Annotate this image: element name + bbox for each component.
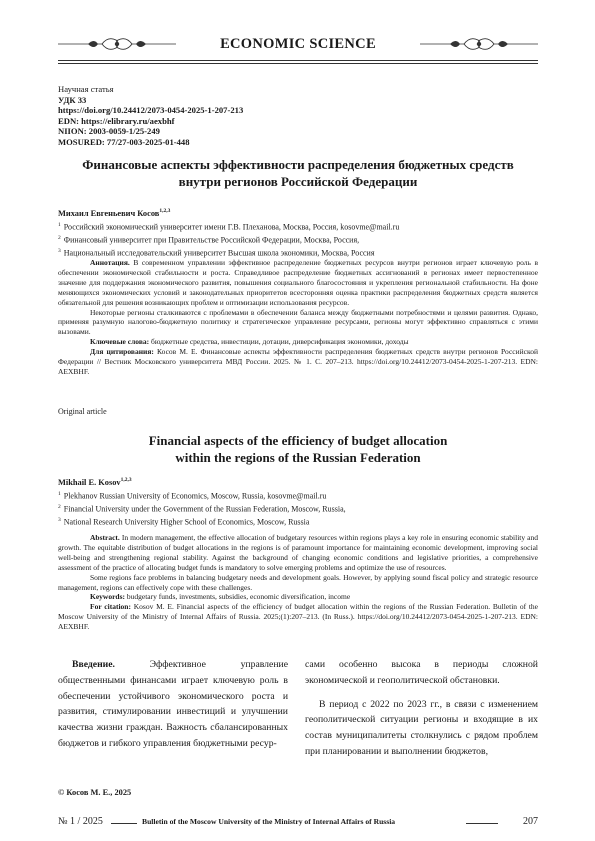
article-type-ru: Научная статья [58, 84, 114, 94]
article-title-en [58, 432, 538, 466]
body-right-p1: сами особенно высока в периоды сложной экономической и геополитической обстановки. [305, 659, 538, 686]
header-ornament-left [58, 34, 176, 54]
author-en-name: Mikhail E. Kosov [58, 477, 121, 487]
affiliations-ru [58, 220, 538, 259]
title-en-line-1: Financial aspects of the efficiency of budget allocation [148, 433, 448, 448]
copyright: © Косов М. Е., 2025 [58, 788, 132, 797]
affiliation-en-1: $^1$ Plekhanov Russian University of Economics, Moscow, Russia, kosovme@mail.ru [58, 491, 327, 501]
mosured-code: MOSURED: 77/27-003-2025-01-448 [58, 136, 190, 147]
affiliation-ru-3: $^3$ Национальный исследовательский университет Высшая школа экономики, Москва, Россия [58, 247, 375, 258]
footer-rule-left [111, 823, 137, 824]
edn-link[interactable]: EDN: https://elibrary.ru/aexbhf [58, 115, 175, 126]
author-ru-name: Михаил Евгеньевич Косов [58, 208, 160, 218]
footer-rule-right [466, 823, 498, 824]
title-en-line-2: within the regions of the Russian Federation [175, 450, 421, 465]
author-ru [58, 208, 170, 218]
doi-link[interactable]: https://doi.org/10.24412/2073-0454-2025-1-207-213 [58, 105, 244, 116]
nion-code: NIION: 2003-0059-1/25-249 [58, 126, 160, 137]
page-number: 207 [523, 816, 538, 827]
affiliation-ru-2: $^2$ Финансовый университет при Правительстве Российской Федерации, Москва, Россия, [58, 234, 360, 245]
page-footer [58, 816, 538, 830]
abstract-ru-label: Аннотация. [90, 258, 130, 267]
body-column-right [305, 657, 538, 760]
author-en-sup: 1,2,3 [120, 477, 132, 483]
citation-ru: Для цитирования: Косов М. Е. Финансовые аспекты эффективности распределения бюджетных средств внутри регионов Российской Федерации // Вестник Московского университета МВД России. 2025. № 1. С. 207–213. https://doi.org/10.24412/2073-0454-2025-1-207-213. EDN: AEXBHF. [58, 347, 538, 376]
affiliations-en [58, 489, 538, 528]
citation-en: For citation: Kosov M. E. Financial aspects of the efficiency of budget allocation within the regions of the Russian Federation. Bulletin of the Moscow University of the Ministry of Internal Affairs of Russia. 2025;(1):207–213. (In Russ.). https://doi.org/10.24412/2073-0454-2025-1-207-213. EDN: AEXBHF. [58, 602, 539, 632]
header-rule-bottom [58, 63, 538, 64]
author-en [58, 477, 132, 487]
abstract-en [58, 533, 538, 632]
body-column-left [58, 657, 288, 752]
header-ornament-right [420, 34, 538, 54]
abstract-en-label: Abstract. [90, 533, 120, 542]
title-ru-line-1: Финансовые аспекты эффективности распределения бюджетных средств [82, 157, 514, 172]
affiliation-en-3: $^3$ National Research University Higher School of Economics, Moscow, Russia [58, 516, 310, 527]
article-type-en: Original article [58, 407, 107, 416]
keywords-en: Keywords: budgetary funds, investments, subsidies, economic diversification, income [90, 592, 351, 602]
journal-section-title: ECONOMIC SCIENCE [220, 36, 376, 52]
title-ru-line-2: внутри регионов Российской Федерации [178, 174, 418, 189]
header-rule-top [58, 60, 538, 61]
abstract-ru [58, 258, 538, 377]
introduction-label: Введение. [72, 659, 115, 670]
body-right-p2: В период с 2022 по 2023 гг., в связи с изменением геополитической ситуации регионы и входящие в их состав муниципалитеты столкнулись с рядом проблем при планировании и выполнении бюджетов, [305, 698, 538, 757]
affiliation-ru-1: $^1$ Российский экономический университет имени Г.В. Плеханова, Москва, Россия, kosovme@mail.ru [58, 222, 400, 232]
footer-journal-name: Bulletin of the Moscow University of the Ministry of Internal Affairs of Russia [142, 817, 396, 826]
author-ru-sup: 1,2,3 [159, 208, 171, 214]
abstract-en-p2: Some regions face problems in balancing budgetary needs and development goals. However, by applying sound fiscal policy and strategic resource management, regions can effectively cope with these challenges. [58, 572, 538, 592]
footer-issue: № 1 / 2025 [58, 816, 103, 827]
abstract-ru-p2: Некоторые регионы сталкиваются с проблемами в обеспечении баланса между бюджетными потребностями и целями развития. Однако, применяя разумную налогово-бюджетную политику и стратегическое управление ресурсами, регионы могут эффективно справляться с этими вызовами. [58, 307, 538, 337]
article-title-ru [58, 156, 538, 190]
keywords-ru: Ключевые слова: бюджетные средства, инвестиции, дотации, диверсификация экономики, доходы [90, 337, 409, 347]
abstract-ru-p1: Аннотация. В современном управлении эффективное распределение бюджетных ресурсов внутри регионов играет ключевую роль в обеспечении экономической стабильности и роста. Справедливое распределение бюджетных ассигнований в регионах имеет первостепенное значение для поддержания экономического развития, повышения социального благосостояния и укрепления региональной стабильности. На фоне меняющихся экономических условий и законодательных приоритетов всесторонняя оценка практики распределения бюджетных средств является обязательной для решения возникающих проблем и оптимизации использования ресурсов. [58, 258, 538, 307]
article-meta [58, 84, 243, 148]
abstract-en-p1: Abstract. In modern management, the effective allocation of budgetary resources within regions plays a key role in ensuring economic stability and growth. The equitable distribution of budget allocations in the regions is of paramount importance for maintaining economic development, improving social well-being and strengthening regional stability. Against the background of changing economic conditions and legislative priorities, a comprehensive assessment of the practice of allocating budget funds is mandatory to solve emerging problems and optimize the use of resources. [58, 533, 538, 572]
udk: УДК 33 [58, 94, 87, 105]
introduction-paragraph: Введение. Эффективное управление общественными финансами играет ключевую роль в обеспечении устойчивого экономического роста и развития, стимулировании инвестиций и улучшении качества жизни граждан. Важность сбалансированных бюджетов и гибкого управления бюджетными ресур- [58, 659, 288, 749]
affiliation-en-2: $^2$ Financial University under the Government of the Russian Federation, Moscow, Russia, [58, 503, 346, 514]
